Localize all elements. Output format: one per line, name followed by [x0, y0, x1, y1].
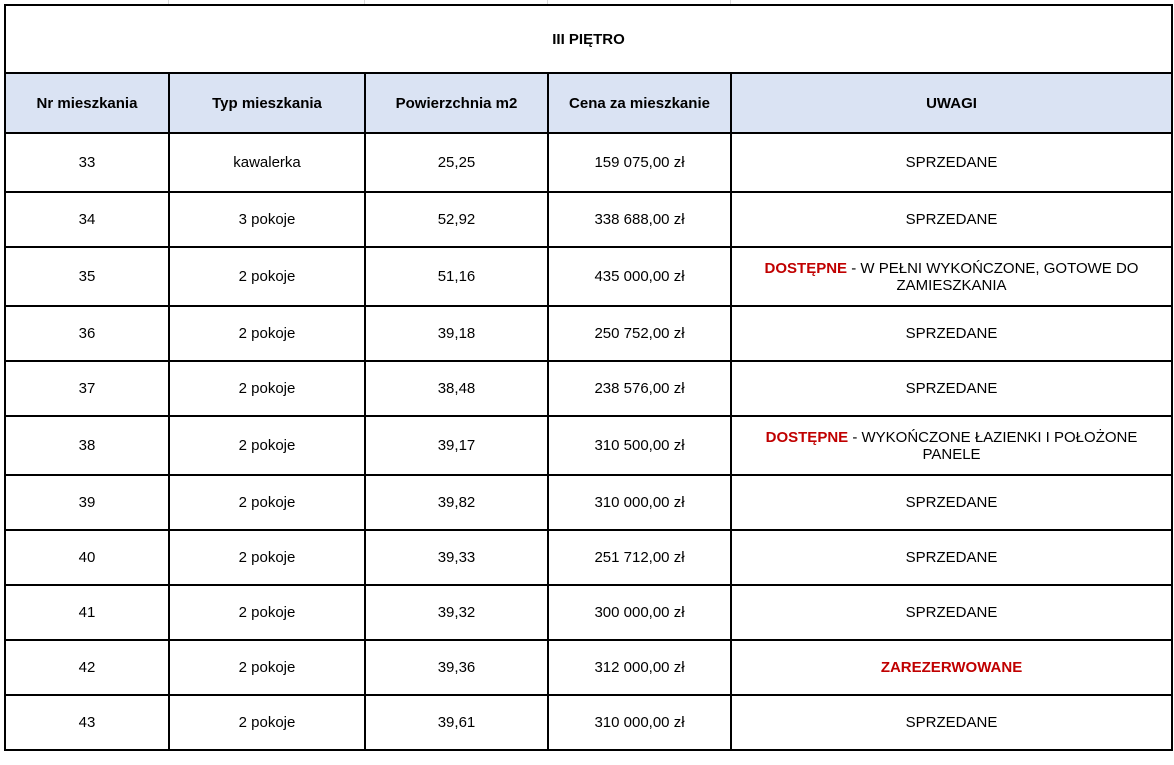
cell-nr: 40 — [5, 530, 169, 585]
cell-notes — [731, 640, 1172, 695]
cell-notes — [731, 585, 1172, 640]
cell-area: 38,48 — [365, 361, 548, 416]
status-text: SPRZEDANE — [905, 549, 998, 566]
status-text: SPRZEDANE — [905, 380, 998, 397]
table-row — [5, 133, 1172, 192]
cell-type: 2 pokoje — [169, 361, 365, 416]
cell-price: 159 075,00 zł — [548, 133, 731, 192]
cell-notes — [731, 530, 1172, 585]
cell-type: 2 pokoje — [169, 247, 365, 306]
cell-notes — [731, 361, 1172, 416]
status-highlight: DOSTĘPNE — [764, 259, 848, 277]
table-row — [5, 361, 1172, 416]
cell-type: 2 pokoje — [169, 530, 365, 585]
status-highlight: DOSTĘPNE — [765, 428, 849, 446]
status-highlight: ZAREZERWOWANE — [880, 659, 1023, 676]
cell-notes — [731, 475, 1172, 530]
cell-area: 39,18 — [365, 306, 548, 361]
cell-price: 312 000,00 zł — [548, 640, 731, 695]
status-note: - W PEŁNI WYKOŃCZONE, GOTOWE DO ZAMIESZKANIA — [847, 259, 1139, 294]
table-row — [5, 247, 1172, 306]
cell-notes — [731, 133, 1172, 192]
cell-nr: 36 — [5, 306, 169, 361]
cell-price: 250 752,00 zł — [548, 306, 731, 361]
col-header-price: Cena za mieszkanie — [548, 73, 731, 133]
cell-type: 3 pokoje — [169, 192, 365, 247]
cell-nr: 41 — [5, 585, 169, 640]
table-row — [5, 416, 1172, 475]
status-text: SPRZEDANE — [905, 154, 998, 171]
cell-nr: 38 — [5, 416, 169, 475]
cell-type: 2 pokoje — [169, 416, 365, 475]
col-header-notes: UWAGI — [731, 73, 1172, 133]
cell-nr: 43 — [5, 695, 169, 750]
cell-area: 39,82 — [365, 475, 548, 530]
col-header-nr: Nr mieszkania — [5, 73, 169, 133]
cell-type: 2 pokoje — [169, 695, 365, 750]
cell-nr: 33 — [5, 133, 169, 192]
cell-price: 310 500,00 zł — [548, 416, 731, 475]
table-title: III PIĘTRO — [5, 5, 1172, 73]
status-text: SPRZEDANE — [905, 714, 998, 731]
cell-price: 251 712,00 zł — [548, 530, 731, 585]
cell-price: 310 000,00 zł — [548, 475, 731, 530]
table-row — [5, 695, 1172, 750]
cell-type: 2 pokoje — [169, 585, 365, 640]
cell-price: 300 000,00 zł — [548, 585, 731, 640]
table-row — [5, 306, 1172, 361]
table-row — [5, 192, 1172, 247]
cell-area: 39,36 — [365, 640, 548, 695]
cell-price: 435 000,00 zł — [548, 247, 731, 306]
table-row — [5, 530, 1172, 585]
cell-price: 338 688,00 zł — [548, 192, 731, 247]
status-text: SPRZEDANE — [905, 494, 998, 511]
status-note: - WYKOŃCZONE ŁAZIENKI I POŁOŻONE PANELE — [848, 428, 1138, 463]
cell-area: 39,61 — [365, 695, 548, 750]
cell-type: kawalerka — [169, 133, 365, 192]
table-row — [5, 475, 1172, 530]
cell-area: 52,92 — [365, 192, 548, 247]
cell-notes — [731, 416, 1172, 475]
cell-area: 39,33 — [365, 530, 548, 585]
table-row — [5, 640, 1172, 695]
cell-nr: 42 — [5, 640, 169, 695]
cell-type: 2 pokoje — [169, 306, 365, 361]
cell-type: 2 pokoje — [169, 640, 365, 695]
cell-nr: 37 — [5, 361, 169, 416]
cell-nr: 39 — [5, 475, 169, 530]
cell-price: 310 000,00 zł — [548, 695, 731, 750]
cell-area: 51,16 — [365, 247, 548, 306]
cell-nr: 34 — [5, 192, 169, 247]
cell-notes — [731, 695, 1172, 750]
col-header-type: Typ mieszkania — [169, 73, 365, 133]
cell-area: 39,32 — [365, 585, 548, 640]
status-text: SPRZEDANE — [905, 604, 998, 621]
cell-area: 25,25 — [365, 133, 548, 192]
cell-nr: 35 — [5, 247, 169, 306]
apartment-table — [4, 4, 1173, 751]
cell-notes — [731, 306, 1172, 361]
cell-type: 2 pokoje — [169, 475, 365, 530]
header-row — [5, 73, 1172, 133]
col-header-area: Powierzchnia m2 — [365, 73, 548, 133]
cell-area: 39,17 — [365, 416, 548, 475]
cell-notes — [731, 247, 1172, 306]
status-text: SPRZEDANE — [905, 325, 998, 342]
table-row — [5, 585, 1172, 640]
cell-price: 238 576,00 zł — [548, 361, 731, 416]
cell-notes — [731, 192, 1172, 247]
title-row — [5, 5, 1172, 73]
status-text: SPRZEDANE — [905, 211, 998, 228]
